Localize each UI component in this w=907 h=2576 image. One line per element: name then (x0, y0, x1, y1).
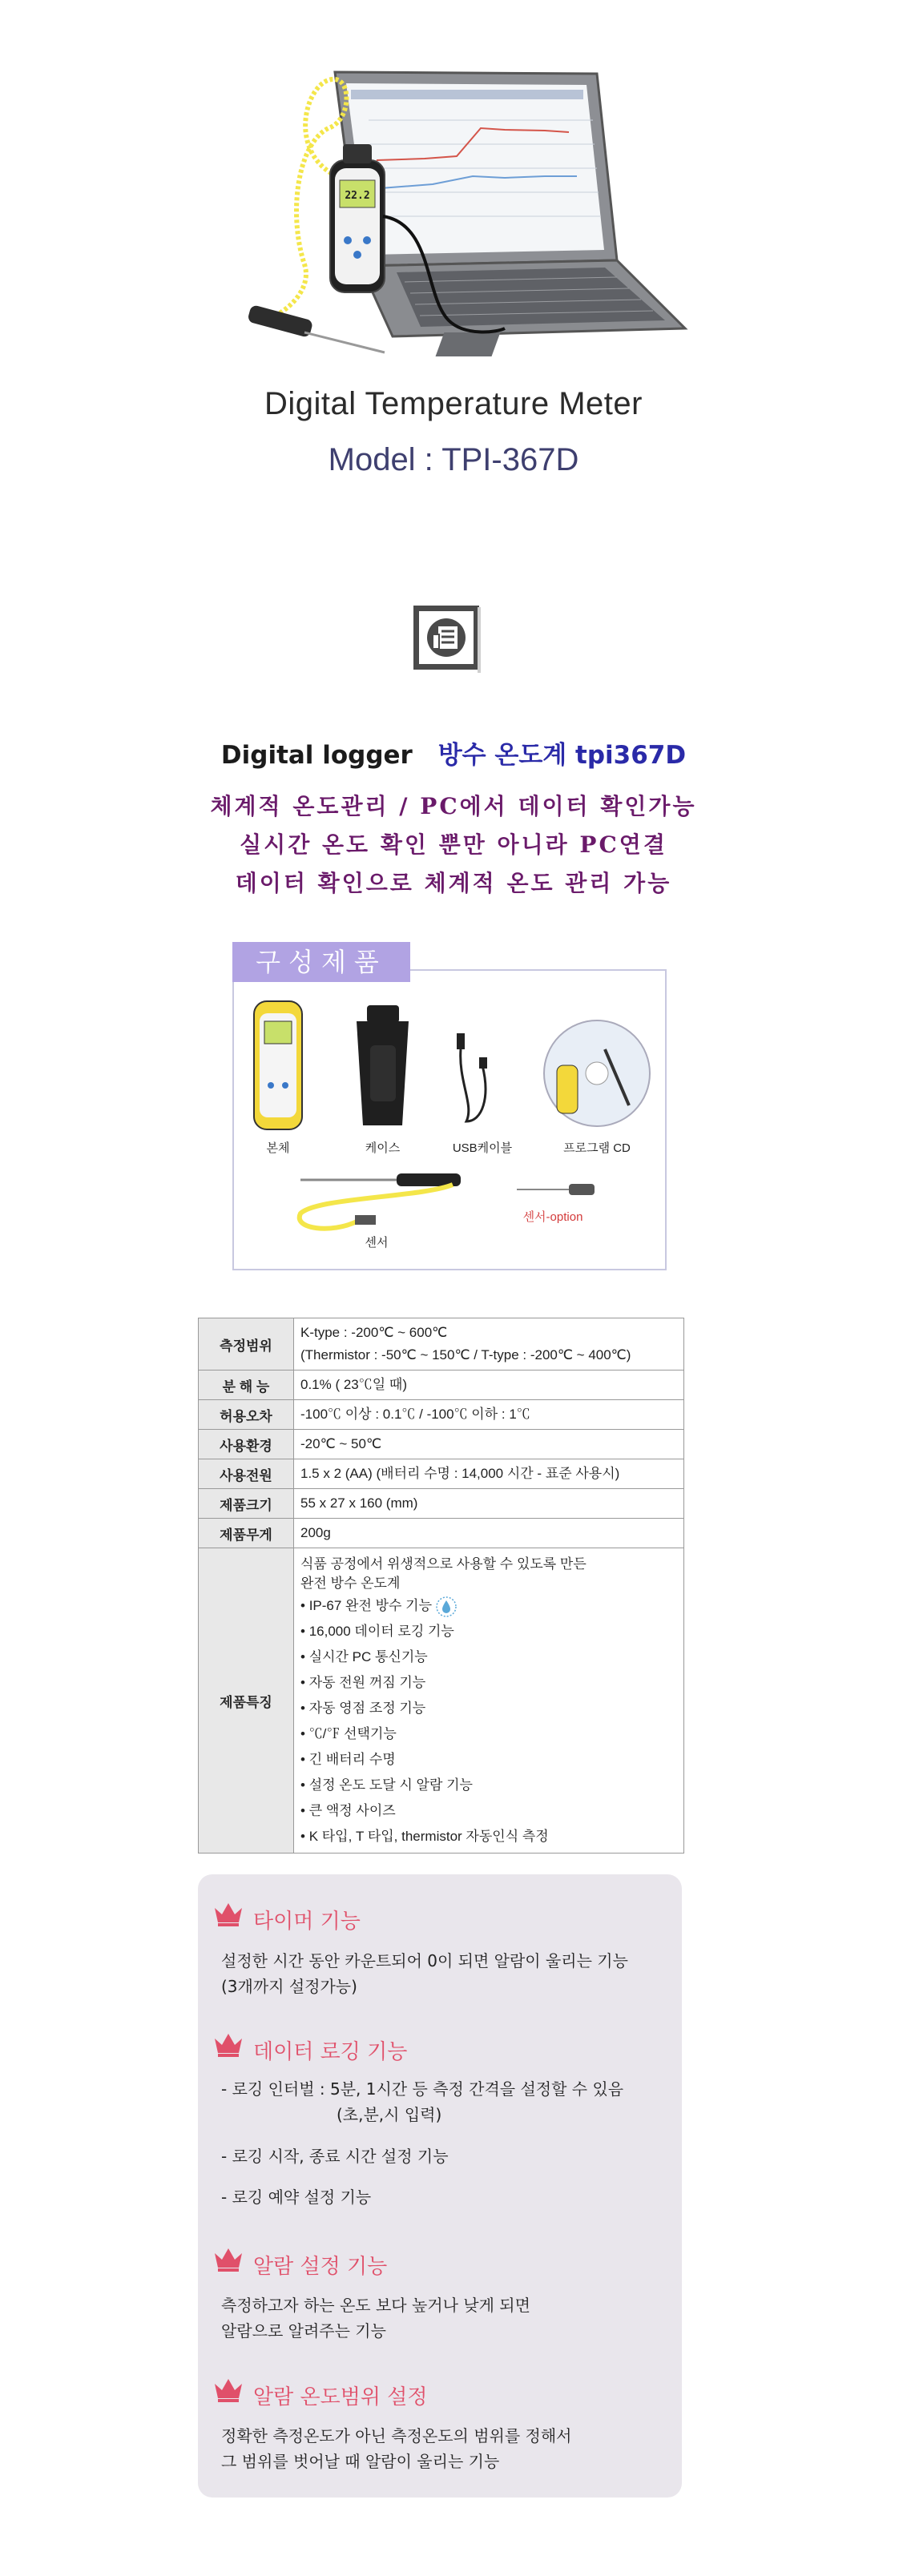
component-label-main: 본체 (266, 1141, 290, 1155)
spec-label: 분 해 능 (199, 1371, 294, 1400)
meter-button-3 (353, 251, 361, 259)
intro-heading (0, 735, 907, 771)
meter-button-2 (363, 236, 371, 244)
crown-icon (212, 2245, 244, 2272)
meter-plug (343, 144, 372, 163)
section-title-alarm-range: 알람 온도범위 설정 (253, 2385, 428, 2409)
probe-handle (247, 304, 313, 338)
component-label-usb: USB케이블 (452, 1141, 513, 1155)
usb-cable-image (450, 1033, 498, 1129)
touchpad (436, 332, 501, 356)
meter-button-1 (344, 236, 352, 244)
spec-value: 55 x 27 x 160 (mm) (294, 1489, 684, 1519)
table-row (199, 1548, 684, 1854)
spec-value: 1.5 x 2 (AA) (배터리 수명 : 14,000 시간 - 표준 사용시) (294, 1459, 684, 1489)
table-row (199, 1371, 684, 1400)
spec-value: -100℃ 이상 : 0.1℃ / -100℃ 이하 : 1℃ (294, 1400, 684, 1430)
spec-value: 200g (294, 1519, 684, 1548)
feature-intro: 식품 공정에서 위생적으로 사용할 수 있도록 만든 (300, 1556, 587, 1572)
table-row (199, 1459, 684, 1489)
crown-icon (212, 2376, 244, 2403)
spec-value: -20℃ ~ 50℃ (294, 1430, 684, 1459)
timer-line-2: (3개까지 설정가능) (221, 1977, 357, 1996)
list-item: • 실시간 PC 통신기능 (300, 1644, 677, 1670)
table-row (199, 1489, 684, 1519)
component-label-sensor-option: 센서-option (522, 1210, 583, 1224)
spec-label: 측정범위 (199, 1318, 294, 1371)
list-item: • 자동 영점 조정 기능 (300, 1696, 677, 1721)
product-hero-illustration (240, 56, 689, 376)
table-row (199, 1400, 684, 1430)
components-tab: 구성제품 (232, 942, 410, 982)
component-label-case: 케이스 (365, 1141, 401, 1155)
product-title: Digital Temperature Meter (264, 386, 643, 421)
feature-list (294, 1548, 684, 1854)
spec-value: (Thermistor : -50℃ ~ 150℃ / T-type : -200℃ ~ 400℃) (300, 1347, 631, 1362)
crown-icon (212, 2031, 244, 2058)
alarm-line-2: 알람으로 알려주는 기능 (221, 2321, 386, 2341)
spec-value: K-type : -200℃ ~ 600℃ (300, 1325, 448, 1340)
probe-rod (304, 332, 385, 352)
logging-line-4: - 로깅 예약 설정 기능 (221, 2188, 372, 2207)
feature-intro: 완전 방수 온도계 (300, 1576, 401, 1591)
document-icon (410, 602, 482, 673)
program-cd-image (541, 1017, 653, 1129)
sensor-image (284, 1165, 477, 1238)
spec-table (198, 1318, 684, 1854)
lcd-reading: 22.2 (345, 190, 370, 202)
intro-logger: Digital logger (220, 741, 413, 770)
spec-value: 0.1% ( 23℃일 때) (294, 1371, 684, 1400)
timer-line-1: 설정한 시간 동안 카운트되어 0이 되면 알람이 울리는 기능 (221, 1951, 628, 1970)
table-row (199, 1318, 684, 1371)
logging-line-1: - 로깅 인터벌 : 5분, 1시간 등 측정 간격을 설정할 수 있음 (221, 2079, 624, 2099)
headline-line-2: 실시간 온도 확인 뿐만 아니라 PC연결 (240, 831, 667, 858)
case-image (353, 1005, 413, 1133)
sensor-option-image (513, 1177, 601, 1201)
headline-line-3: 데이터 확인으로 체계적 온도 관리 가능 (235, 870, 672, 896)
spec-label: 사용환경 (199, 1430, 294, 1459)
table-row (199, 1519, 684, 1548)
component-label-cd: 프로그램 CD (563, 1141, 631, 1155)
table-row (199, 1430, 684, 1459)
intro-subtitle: 방수 온도계 tpi367D (437, 741, 687, 770)
list-item: • 큰 액정 사이즈 (300, 1798, 677, 1824)
list-item: • 설정 온도 도달 시 알람 기능 (300, 1773, 677, 1798)
spec-label: 제품특징 (199, 1548, 294, 1854)
spec-label: 제품크기 (199, 1489, 294, 1519)
list-item: • 자동 전원 꺼짐 기능 (300, 1670, 677, 1696)
alarm-range-line-1: 정확한 측정온도가 아닌 측정온도의 범위를 정해서 (221, 2426, 572, 2445)
product-model: Model : TPI-367D (328, 442, 579, 477)
logging-line-2: (초,분,시 입력) (337, 2105, 442, 2124)
alarm-range-line-2: 그 범위를 벗어날 때 알람이 울리는 기능 (221, 2452, 500, 2471)
section-title-alarm: 알람 설정 기능 (253, 2255, 388, 2279)
section-title-timer: 타이머 기능 (253, 1910, 361, 1934)
list-item (300, 1593, 677, 1619)
list-item: • 긴 배터리 수명 (300, 1747, 677, 1773)
crown-icon (212, 1900, 244, 1927)
list-item: • 16,000 데이터 로깅 기능 (300, 1619, 677, 1644)
alarm-line-1: 측정하고자 하는 온도 보다 높거나 낮게 되면 (221, 2296, 530, 2315)
component-label-sensor: 센서 (365, 1236, 389, 1250)
list-item: • ℃/℉ 선택기능 (300, 1721, 677, 1747)
list-item: • K 타입, T 타입, thermistor 자동인식 측정 (300, 1824, 677, 1849)
logging-line-3: - 로깅 시작, 종료 시간 설정 기능 (221, 2147, 449, 2166)
main-unit-image (250, 997, 306, 1133)
headline-line-1: 체계적 온도관리 / PC에서 데이터 확인가능 (210, 793, 697, 819)
app-titlebar (351, 90, 583, 99)
water-drop-icon (436, 1596, 457, 1617)
feature-text: IP-67 완전 방수 기능 (308, 1598, 433, 1613)
spec-label: 사용전원 (199, 1459, 294, 1489)
spec-label: 허용오차 (199, 1400, 294, 1430)
spec-label: 제품무게 (199, 1519, 294, 1548)
section-title-logging: 데이터 로깅 기능 (253, 2040, 408, 2064)
